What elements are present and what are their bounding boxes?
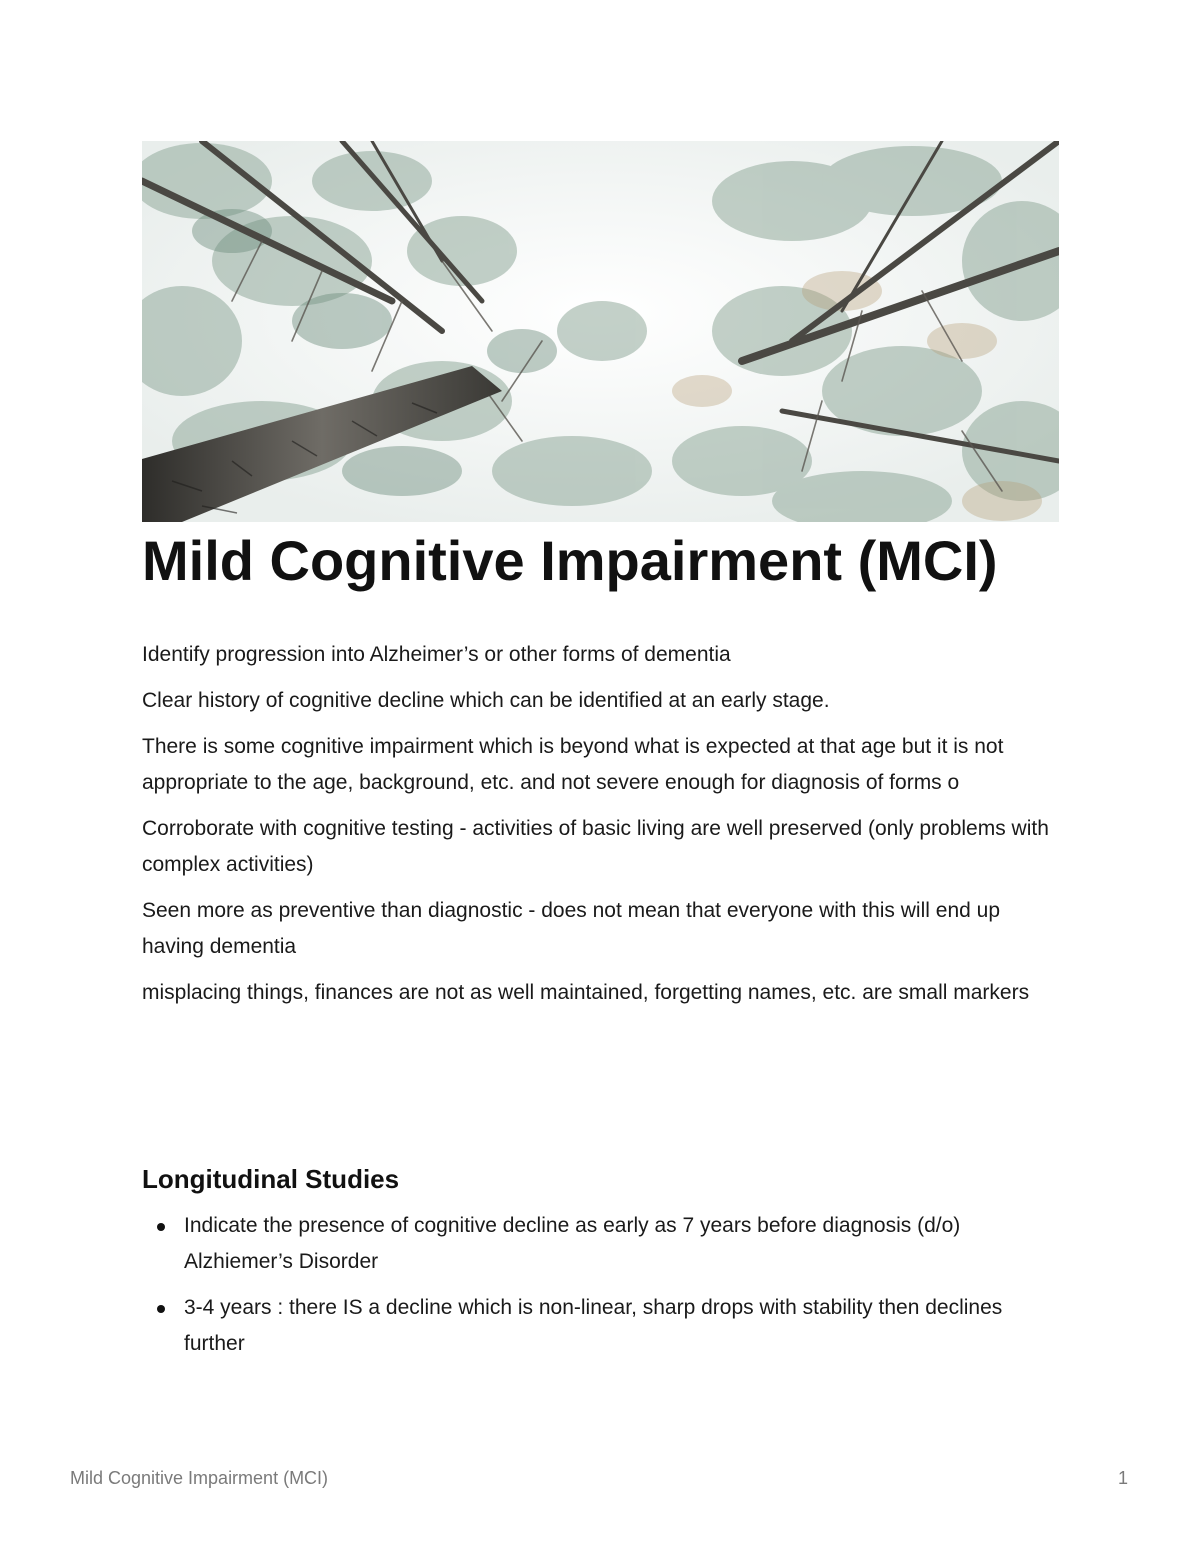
document-title: Mild Cognitive Impairment (MCI) <box>142 529 998 592</box>
list-item-text: 3-4 years : there IS a decline which is non-linear, sharp drops with stability then declines further <box>184 1296 1003 1355</box>
body-paragraphs <box>142 637 1062 1021</box>
paragraph: Seen more as preventive than diagnostic - does not mean that everyone with this will end up having dementia <box>142 899 1000 958</box>
paragraph: There is some cognitive impairment which is beyond what is expected at that age but it is not appropriate to the age, background, etc. and not severe enough for diagnosis of forms o <box>142 735 1004 794</box>
section-heading: Longitudinal Studies <box>142 1164 400 1194</box>
forest-canopy-photo <box>142 141 1059 522</box>
cover-image <box>142 141 1059 522</box>
bullet-list <box>142 1208 1062 1372</box>
paragraph: Clear history of cognitive decline which can be identified at an early stage. <box>142 689 830 712</box>
paragraph: Corroborate with cognitive testing - activities of basic living are well preserved (only problems with complex activities) <box>142 817 1049 876</box>
list-item <box>142 1208 1062 1280</box>
paragraph: misplacing things, finances are not as well maintained, forgetting names, etc. are small markers <box>142 981 1030 1004</box>
footer-doc-title: Mild Cognitive Impairment (MCI) <box>70 1468 329 1488</box>
paragraph: Identify progression into Alzheimer’s or other forms of dementia <box>142 643 731 666</box>
page-number: 1 <box>1118 1468 1129 1488</box>
list-item-text: Indicate the presence of cognitive decline as early as 7 years before diagnosis (d/o) Alzhiemer’s Disorder <box>184 1214 961 1273</box>
list-item <box>142 1290 1062 1362</box>
bullet-icon <box>157 1223 165 1231</box>
bullet-icon <box>157 1305 165 1313</box>
